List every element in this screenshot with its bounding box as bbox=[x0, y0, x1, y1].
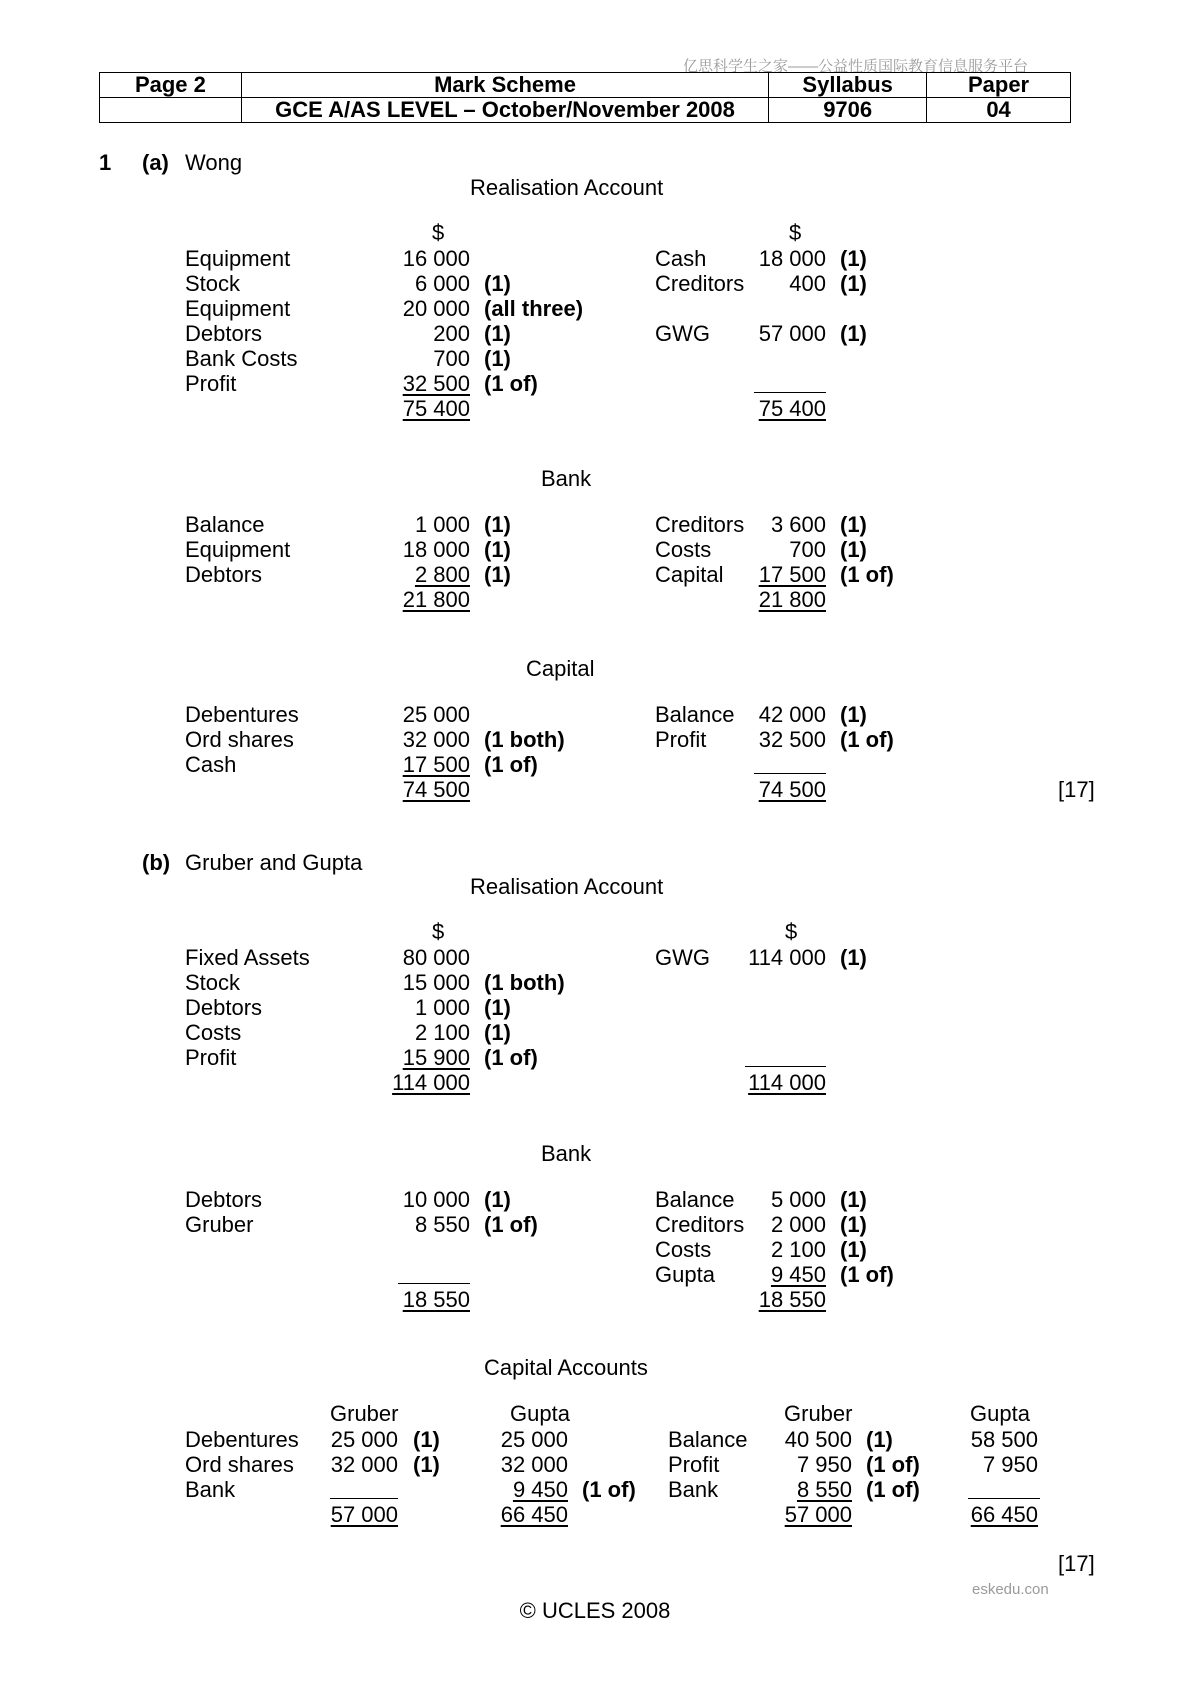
a-real-right-amount: 400 bbox=[789, 271, 826, 296]
b-real-left-mark: (1 both) bbox=[484, 970, 565, 995]
a-realisation-currency-left: $ bbox=[432, 220, 445, 245]
a-real-left-item: Equipment bbox=[185, 246, 291, 271]
a-bank-right-mark: (1) bbox=[840, 537, 867, 562]
b-bank-right-item: Costs bbox=[655, 1237, 712, 1262]
b-bank-right-amount: 9 450 bbox=[770, 1262, 826, 1287]
b-cap-left-gupta: 9 450 bbox=[512, 1477, 568, 1502]
a-bank-title: Bank bbox=[541, 466, 592, 491]
a-real-left-amount: 700 bbox=[433, 346, 470, 371]
b-cap-right-item: Profit bbox=[668, 1452, 720, 1477]
b-bank-right-mark: (1) bbox=[840, 1212, 867, 1237]
a-capital-title: Capital bbox=[526, 656, 595, 681]
a-cap-right-item: Balance bbox=[655, 702, 735, 727]
a-cap-total-left: 74 500 bbox=[402, 777, 470, 802]
b-real-total-right: 114 000 bbox=[748, 1070, 826, 1095]
a-real-left-item: Bank Costs bbox=[185, 346, 298, 371]
a-real-right-amount: 57 000 bbox=[758, 321, 826, 346]
b-cap-left-gruber-subtotal-line bbox=[330, 1498, 398, 1499]
b-marks: [17] bbox=[1058, 1551, 1095, 1576]
b-cap-right-gruber-mark: (1 of) bbox=[866, 1477, 920, 1502]
b-cap-left-gruber-mark: (1) bbox=[413, 1452, 440, 1477]
b-bank-total-left: 18 550 bbox=[402, 1287, 470, 1312]
b-cap-left-gruber-mark: (1) bbox=[413, 1427, 440, 1452]
b-real-left-item: Costs bbox=[185, 1020, 242, 1045]
header-syllabus-label: Syllabus bbox=[769, 73, 927, 98]
b-real-left-mark: (1) bbox=[484, 1020, 511, 1045]
a-real-left-amount: 32 500 bbox=[402, 371, 470, 396]
b-real-right-amount: 114 000 bbox=[748, 945, 826, 970]
a-bank-right-amount: 3 600 bbox=[770, 512, 826, 537]
b-real-left-mark: (1 of) bbox=[484, 1045, 538, 1070]
header-syllabus: 9706 bbox=[769, 98, 927, 123]
header-table bbox=[99, 72, 1071, 123]
a-real-right-item: Cash bbox=[655, 246, 707, 271]
b-cap-right-gupta: 58 500 bbox=[970, 1427, 1038, 1452]
b-cap-total-left-gruber: 57 000 bbox=[330, 1502, 398, 1527]
a-real-right-mark: (1) bbox=[840, 246, 867, 271]
b-bank-left-subtotal-line bbox=[398, 1283, 470, 1284]
watermark-top: 亿思科学生之家——公益性质国际教育信息服务平台 bbox=[683, 58, 1029, 75]
a-real-left-item: Stock bbox=[185, 271, 241, 296]
b-real-left-item: Debtors bbox=[185, 995, 263, 1020]
part-a-label: (a) bbox=[142, 150, 169, 175]
b-real-left-mark: (1) bbox=[484, 995, 511, 1020]
header-page: Page 2 bbox=[100, 73, 242, 98]
b-cap-right-gruber-mark: (1) bbox=[866, 1427, 893, 1452]
a-real-left-mark: (1) bbox=[484, 346, 511, 371]
a-bank-left-amount: 18 000 bbox=[402, 537, 470, 562]
part-a-name: Wong bbox=[185, 150, 243, 175]
a-bank-left-amount: 1 000 bbox=[414, 512, 470, 537]
a-bank-right-mark: (1) bbox=[840, 512, 867, 537]
b-realisation-currency-left: $ bbox=[432, 919, 445, 944]
a-bank-right-item: Capital bbox=[655, 562, 724, 587]
b-cap-left-item: Bank bbox=[185, 1477, 236, 1502]
a-real-left-amount: 6 000 bbox=[414, 271, 470, 296]
a-bank-left-item: Equipment bbox=[185, 537, 291, 562]
b-cap-left-gruber: 32 000 bbox=[330, 1452, 398, 1477]
a-real-total-right: 75 400 bbox=[758, 396, 826, 421]
b-cap-col-gruber-right: Gruber bbox=[784, 1401, 853, 1426]
a-bank-right-amount: 17 500 bbox=[758, 562, 826, 587]
b-bank-total-right: 18 550 bbox=[758, 1287, 826, 1312]
a-cap-left-amount: 25 000 bbox=[402, 702, 470, 727]
b-cap-total-right-gruber: 57 000 bbox=[784, 1502, 852, 1527]
b-cap-left-gruber: 25 000 bbox=[330, 1427, 398, 1452]
a-marks: [17] bbox=[1058, 777, 1095, 802]
b-realisation-title: Realisation Account bbox=[470, 874, 664, 899]
b-real-right-item: GWG bbox=[655, 945, 710, 970]
b-bank-left-item: Debtors bbox=[185, 1187, 263, 1212]
a-real-left-amount: 200 bbox=[433, 321, 470, 346]
a-real-right-amount: 18 000 bbox=[758, 246, 826, 271]
a-cap-right-mark: (1 of) bbox=[840, 727, 894, 752]
a-bank-left-item: Balance bbox=[185, 512, 265, 537]
b-bank-right-item: Creditors bbox=[655, 1212, 745, 1237]
b-real-left-item: Fixed Assets bbox=[185, 945, 310, 970]
a-real-left-amount: 20 000 bbox=[402, 296, 470, 321]
b-cap-total-left-gupta: 66 450 bbox=[500, 1502, 568, 1527]
a-cap-right-mark: (1) bbox=[840, 702, 867, 727]
b-bank-right-amount: 2 100 bbox=[770, 1237, 826, 1262]
header-paper-label: Paper bbox=[927, 73, 1071, 98]
b-real-total-left: 114 000 bbox=[392, 1070, 470, 1095]
a-cap-total-right: 74 500 bbox=[758, 777, 826, 802]
a-real-left-mark: (1) bbox=[484, 271, 511, 296]
a-cap-left-mark: (1 both) bbox=[484, 727, 565, 752]
a-bank-total-left: 21 800 bbox=[402, 587, 470, 612]
footer-copyright: © UCLES 2008 bbox=[519, 1598, 671, 1623]
b-cap-left-item: Ord shares bbox=[185, 1452, 294, 1477]
b-real-right-subtotal-line bbox=[745, 1066, 826, 1067]
b-bank-left-mark: (1 of) bbox=[484, 1212, 538, 1237]
a-realisation-currency-right: $ bbox=[789, 220, 802, 245]
b-bank-right-item: Balance bbox=[655, 1187, 735, 1212]
b-real-right-mark: (1) bbox=[840, 945, 867, 970]
a-bank-left-item: Debtors bbox=[185, 562, 263, 587]
a-bank-left-mark: (1) bbox=[484, 537, 511, 562]
b-cap-left-gupta-mark: (1 of) bbox=[582, 1477, 636, 1502]
b-bank-right-mark: (1) bbox=[840, 1187, 867, 1212]
b-bank-left-amount: 10 000 bbox=[402, 1187, 470, 1212]
b-cap-right-gruber-mark: (1 of) bbox=[866, 1452, 920, 1477]
a-cap-left-mark: (1 of) bbox=[484, 752, 538, 777]
b-real-left-item: Stock bbox=[185, 970, 241, 995]
a-cap-right-item: Profit bbox=[655, 727, 707, 752]
a-bank-left-amount: 2 800 bbox=[414, 562, 470, 587]
a-realisation-title: Realisation Account bbox=[470, 175, 664, 200]
a-cap-right-amount: 42 000 bbox=[758, 702, 826, 727]
b-bank-title: Bank bbox=[541, 1141, 592, 1166]
b-cap-total-right-gupta: 66 450 bbox=[970, 1502, 1038, 1527]
b-cap-col-gupta-left: Gupta bbox=[510, 1401, 570, 1426]
b-bank-left-amount: 8 550 bbox=[414, 1212, 470, 1237]
a-real-right-item: GWG bbox=[655, 321, 710, 346]
b-bank-left-mark: (1) bbox=[484, 1187, 511, 1212]
b-capital-title: Capital Accounts bbox=[484, 1355, 648, 1380]
a-real-left-mark: (all three) bbox=[484, 296, 584, 321]
a-bank-right-item: Costs bbox=[655, 537, 712, 562]
b-bank-right-item: Gupta bbox=[655, 1262, 715, 1287]
b-bank-right-mark: (1 of) bbox=[840, 1262, 894, 1287]
a-cap-left-item: Cash bbox=[185, 752, 237, 777]
a-real-left-item: Profit bbox=[185, 371, 237, 396]
a-real-right-mark: (1) bbox=[840, 271, 867, 296]
question-number: 1 bbox=[99, 150, 112, 175]
b-realisation-currency-right: $ bbox=[785, 919, 798, 944]
b-real-left-amount: 80 000 bbox=[402, 945, 470, 970]
b-real-left-amount: 15 000 bbox=[402, 970, 470, 995]
b-real-left-amount: 15 900 bbox=[402, 1045, 470, 1070]
b-cap-left-item: Debentures bbox=[185, 1427, 299, 1452]
b-real-left-item: Profit bbox=[185, 1045, 237, 1070]
b-bank-right-amount: 5 000 bbox=[770, 1187, 826, 1212]
b-cap-col-gupta-right: Gupta bbox=[970, 1401, 1030, 1426]
a-bank-right-mark: (1 of) bbox=[840, 562, 894, 587]
b-cap-right-gupta-subtotal-line bbox=[968, 1498, 1040, 1499]
b-bank-right-amount: 2 000 bbox=[770, 1212, 826, 1237]
b-real-left-amount: 1 000 bbox=[414, 995, 470, 1020]
b-bank-left-item: Gruber bbox=[185, 1212, 254, 1237]
header-subtitle: GCE A/AS LEVEL – October/November 2008 bbox=[241, 98, 768, 123]
a-real-right-subtotal-line bbox=[754, 392, 826, 393]
a-cap-right-amount: 32 500 bbox=[758, 727, 826, 752]
b-cap-right-gruber: 8 550 bbox=[796, 1477, 852, 1502]
a-bank-total-right: 21 800 bbox=[758, 587, 826, 612]
header-title: Mark Scheme bbox=[241, 73, 768, 98]
watermark-bottom: eskedu.con bbox=[972, 1581, 1049, 1598]
b-cap-col-gruber-left: Gruber bbox=[330, 1401, 399, 1426]
a-bank-right-amount: 700 bbox=[789, 537, 826, 562]
a-real-right-mark: (1) bbox=[840, 321, 867, 346]
b-cap-left-gupta: 32 000 bbox=[500, 1452, 568, 1477]
b-cap-left-gupta: 25 000 bbox=[500, 1427, 568, 1452]
b-bank-right-mark: (1) bbox=[840, 1237, 867, 1262]
header-paper: 04 bbox=[927, 98, 1071, 123]
a-real-left-item: Debtors bbox=[185, 321, 263, 346]
b-cap-right-gupta: 7 950 bbox=[982, 1452, 1038, 1477]
a-real-total-left: 75 400 bbox=[402, 396, 470, 421]
a-real-left-amount: 16 000 bbox=[402, 246, 470, 271]
b-real-left-amount: 2 100 bbox=[414, 1020, 470, 1045]
part-b-label: (b) bbox=[142, 850, 171, 875]
a-cap-left-amount: 32 000 bbox=[402, 727, 470, 752]
a-real-left-mark: (1 of) bbox=[484, 371, 538, 396]
b-cap-right-gruber: 40 500 bbox=[784, 1427, 852, 1452]
a-cap-left-item: Ord shares bbox=[185, 727, 294, 752]
a-real-left-item: Equipment bbox=[185, 296, 291, 321]
a-bank-left-mark: (1) bbox=[484, 512, 511, 537]
a-real-left-mark: (1) bbox=[484, 321, 511, 346]
a-cap-left-amount: 17 500 bbox=[402, 752, 470, 777]
a-cap-left-item: Debentures bbox=[185, 702, 299, 727]
a-bank-left-mark: (1) bbox=[484, 562, 511, 587]
part-b-name: Gruber and Gupta bbox=[185, 850, 363, 875]
a-cap-right-subtotal-line bbox=[754, 773, 826, 774]
header-empty bbox=[100, 98, 242, 123]
b-cap-right-item: Bank bbox=[668, 1477, 719, 1502]
b-cap-right-item: Balance bbox=[668, 1427, 748, 1452]
a-bank-right-item: Creditors bbox=[655, 512, 745, 537]
a-real-right-item: Creditors bbox=[655, 271, 745, 296]
b-cap-right-gruber: 7 950 bbox=[796, 1452, 852, 1477]
